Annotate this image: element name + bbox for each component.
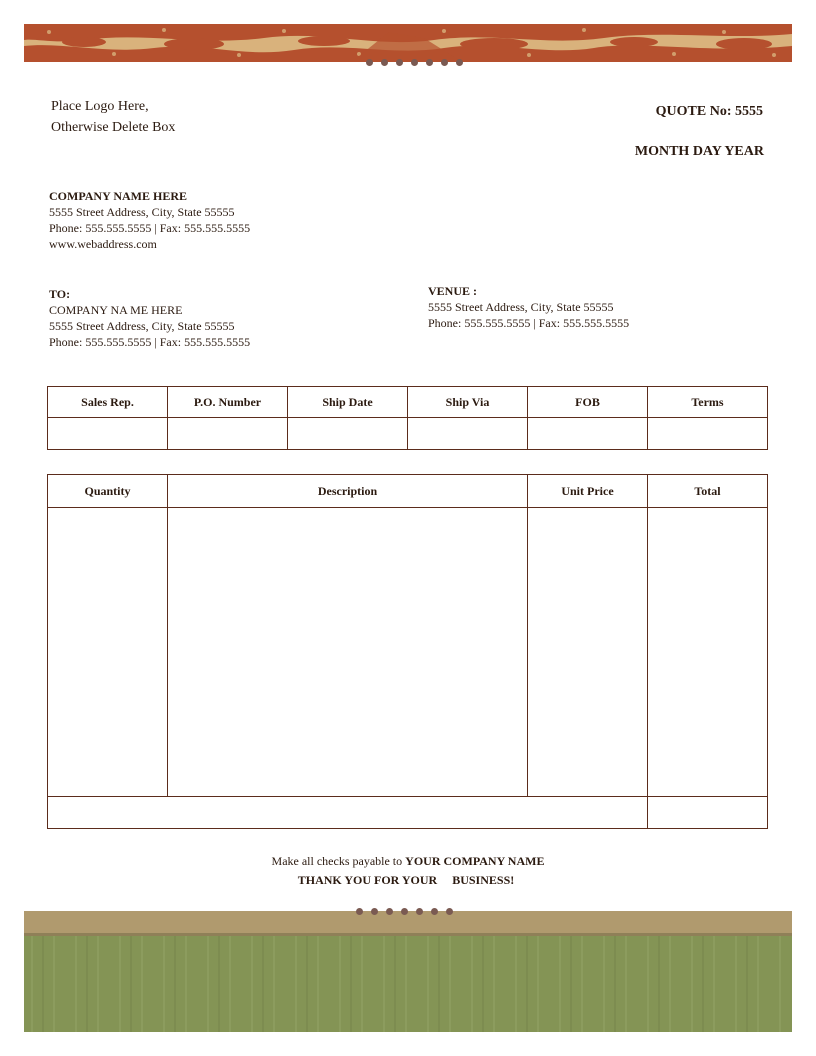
decorative-dot <box>456 59 463 66</box>
logo-placeholder-line1: Place Logo Here, <box>51 99 149 114</box>
venue-label: VENUE : <box>428 284 478 298</box>
ship-via-cell[interactable] <box>408 418 528 450</box>
quote-date: MONTH DAY YEAR <box>634 144 764 159</box>
ship-date-cell[interactable] <box>288 418 408 450</box>
shipping-header-row <box>48 387 768 418</box>
top-decorative-banner <box>24 24 792 62</box>
company-web: www.webaddress.com <box>49 237 157 251</box>
bottom-banner-stripes <box>24 911 792 1032</box>
unit-price-cell[interactable] <box>528 508 648 797</box>
decorative-dot <box>441 59 448 66</box>
items-table <box>47 474 768 829</box>
bottom-decorative-banner <box>24 911 792 1032</box>
logo-placeholder[interactable] <box>51 96 175 138</box>
decorative-dot <box>401 908 408 915</box>
decorative-dot <box>426 59 433 66</box>
shipping-value-row <box>48 418 768 450</box>
company-block <box>49 188 250 252</box>
terms-cell[interactable] <box>648 418 768 450</box>
checks-payable-prefix: Make all checks payable to <box>271 854 406 868</box>
checks-payable-company: YOUR COMPANY NAME <box>405 854 545 868</box>
header-po-number: P.O. Number <box>168 387 288 418</box>
fob-cell[interactable] <box>528 418 648 450</box>
header-terms: Terms <box>648 387 768 418</box>
to-address: 5555 Street Address, City, State 55555 <box>49 319 235 333</box>
items-body-row <box>48 508 768 797</box>
header-unit-price: Unit Price <box>528 475 648 508</box>
venue-address: 5555 Street Address, City, State 55555 <box>428 300 614 314</box>
quantity-cell[interactable] <box>48 508 168 797</box>
sales-rep-cell[interactable] <box>48 418 168 450</box>
top-banner-dots <box>366 59 463 66</box>
items-header-row <box>48 475 768 508</box>
decorative-dot <box>431 908 438 915</box>
description-cell[interactable] <box>168 508 528 797</box>
decorative-dot <box>366 59 373 66</box>
items-summary-row <box>48 797 768 829</box>
decorative-dot <box>356 908 363 915</box>
to-block <box>49 286 250 350</box>
to-phone-fax: Phone: 555.555.5555 | Fax: 555.555.5555 <box>49 335 251 349</box>
header-quantity: Quantity <box>48 475 168 508</box>
venue-phone-fax: Phone: 555.555.5555 | Fax: 555.555.5555 <box>428 316 630 330</box>
decorative-dot <box>386 908 393 915</box>
company-address: 5555 Street Address, City, State 55555 <box>49 205 235 219</box>
to-company-name: COMPANY NA ME HERE <box>49 303 183 317</box>
header-description: Description <box>168 475 528 508</box>
company-phone-fax: Phone: 555.555.5555 | Fax: 555.555.5555 <box>49 221 251 235</box>
po-number-cell[interactable] <box>168 418 288 450</box>
header-fob: FOB <box>528 387 648 418</box>
venue-block <box>428 283 629 331</box>
thank-you-line: THANK YOU FOR YOUR BUSINESS! <box>297 873 515 887</box>
logo-placeholder-line2: Otherwise Delete Box <box>51 120 176 135</box>
decorative-dot <box>411 59 418 66</box>
decorative-dot <box>381 59 388 66</box>
header-sales-rep: Sales Rep. <box>48 387 168 418</box>
checks-payable-line <box>0 854 816 869</box>
header-total: Total <box>648 475 768 508</box>
total-cell[interactable] <box>648 508 768 797</box>
decorative-dot <box>371 908 378 915</box>
decorative-dot <box>416 908 423 915</box>
bottom-banner-dots <box>356 908 453 915</box>
grand-total-cell[interactable] <box>648 797 768 829</box>
header-ship-date: Ship Date <box>288 387 408 418</box>
shipping-table <box>47 386 768 450</box>
to-label: TO: <box>49 287 71 301</box>
header-ship-via: Ship Via <box>408 387 528 418</box>
decorative-dot <box>446 908 453 915</box>
quote-number: QUOTE No: 5555 <box>655 104 763 119</box>
banner-texture <box>24 24 792 62</box>
decorative-dot <box>396 59 403 66</box>
company-name: COMPANY NAME HERE <box>49 189 187 203</box>
summary-label-cell[interactable] <box>48 797 648 829</box>
